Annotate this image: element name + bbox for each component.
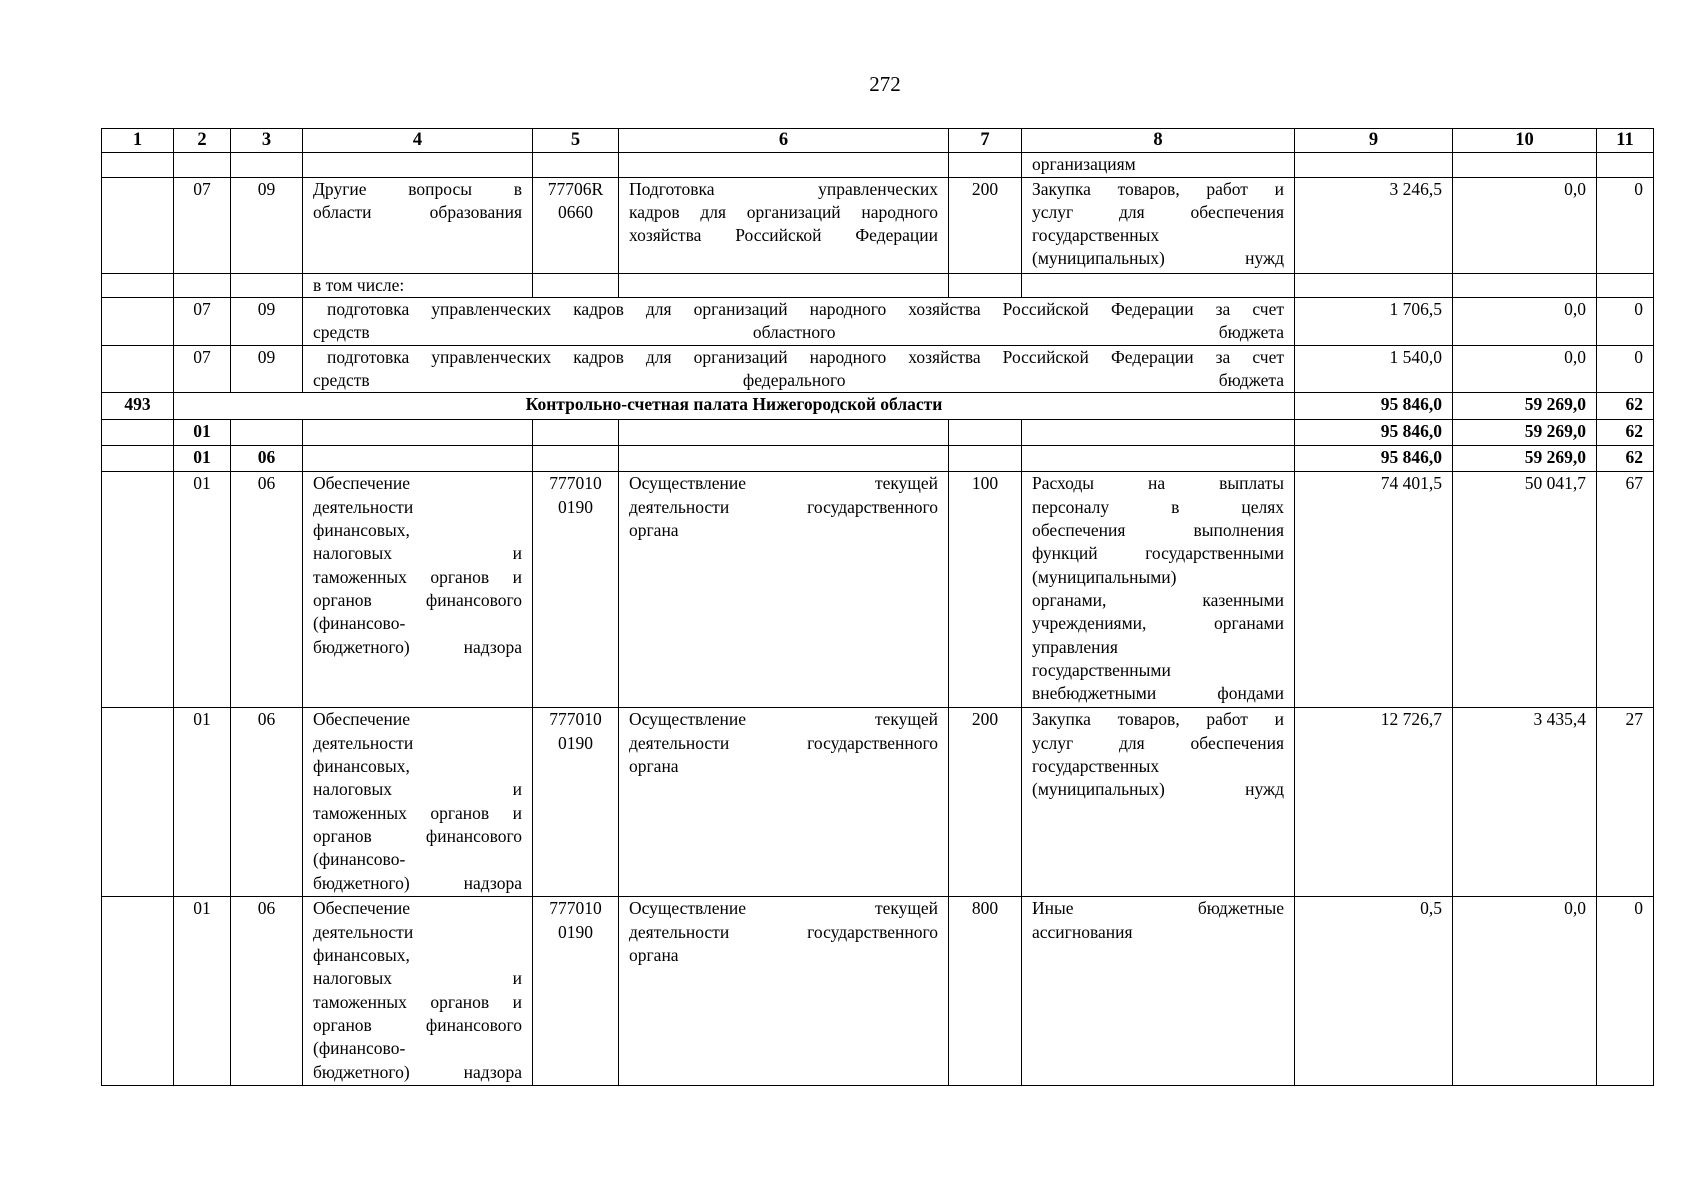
cell-purpose	[303, 897, 533, 1086]
cell-text-line: органа	[629, 756, 679, 777]
table-row	[102, 273, 1654, 297]
cell-text-line: (финансово-	[313, 849, 406, 870]
table-row	[102, 345, 1654, 393]
cell-text-line: Другие вопросы в	[313, 178, 522, 199]
cell-percent: 0	[1597, 177, 1654, 273]
cell-text-line: обеспечения выполнения	[1032, 520, 1284, 541]
cell-subsection: 06	[231, 708, 303, 897]
cell-text-line: Закупка товаров, работ и	[1032, 709, 1284, 730]
table-row	[102, 153, 1654, 177]
column-header: 9	[1295, 129, 1453, 153]
cell-target-code: 777010 0190	[533, 708, 619, 897]
column-header: 3	[231, 129, 303, 153]
cell-subsection: 09	[231, 177, 303, 273]
cell-text-line: Расходы на выплаты	[1032, 473, 1284, 494]
cell-text-line: деятельности	[313, 496, 414, 517]
cell-text-line: управления	[1032, 636, 1118, 657]
cell-actual: 0,0	[1453, 297, 1597, 345]
cell-text-line: налоговых и	[313, 968, 522, 989]
cell-plan: 95 846,0	[1295, 446, 1453, 472]
cell-target-code: 777010 0190	[533, 897, 619, 1086]
cell-text-line: (финансово-	[313, 613, 406, 634]
cell-actual: 3 435,4	[1453, 708, 1597, 897]
cell-text-line: хозяйства Российской Федерации	[629, 225, 938, 246]
cell-text-line: средств областного бюджета	[313, 322, 1284, 343]
cell-text-line: учреждениями, органами	[1032, 613, 1284, 634]
cell-section: 01	[174, 472, 231, 708]
cell-text-line: подготовка управленческих кадров для организаций народного хозяйства Российской Федерации за счет	[327, 298, 1284, 319]
cell-percent: 0	[1597, 897, 1654, 1086]
cell-text-line: Подготовка управленческих	[629, 178, 938, 199]
cell-expense-code: 200	[949, 177, 1022, 273]
column-header: 8	[1022, 129, 1295, 153]
cell-text-line: органами, казенными	[1032, 589, 1284, 610]
cell-text-line: (муниципальных) нужд	[1032, 779, 1284, 800]
cell-text-line: (финансово-	[313, 1038, 406, 1059]
cell-actual: 59 269,0	[1453, 420, 1597, 446]
cell-text-line: Осуществление текущей	[629, 898, 938, 919]
cell-activity	[619, 897, 949, 1086]
cell-actual: 0,0	[1453, 345, 1597, 393]
cell-section: 07	[174, 177, 231, 273]
cell-expense-type	[1022, 708, 1295, 897]
cell-subsection: 06	[231, 472, 303, 708]
cell-text-line: таможенных органов и	[313, 991, 522, 1012]
cell-text-line: деятельности	[313, 732, 414, 753]
cell-text-line: деятельности	[313, 921, 414, 942]
cell-text-line: таможенных органов и	[313, 566, 522, 587]
cell-including-description	[303, 345, 1295, 393]
cell-percent: 0	[1597, 297, 1654, 345]
cell-section: 07	[174, 297, 231, 345]
cell-expense-type	[1022, 177, 1295, 273]
cell-text-line: средств федерального бюджета	[313, 370, 1284, 391]
cell-subsection: 06	[231, 446, 303, 472]
column-header: 5	[533, 129, 619, 153]
cell-plan: 95 846,0	[1295, 393, 1453, 420]
cell-purpose	[303, 708, 533, 897]
cell-text-line: деятельности государственного	[629, 921, 938, 942]
cell-percent: 67	[1597, 472, 1654, 708]
table-row-subsection-total	[102, 446, 1654, 472]
column-header: 10	[1453, 129, 1597, 153]
cell-activity	[619, 708, 949, 897]
table-row	[102, 708, 1654, 897]
cell-text-line: органов финансового	[313, 1014, 522, 1035]
cell-text-line: таможенных органов и	[313, 802, 522, 823]
cell-section: 01	[174, 420, 231, 446]
cell-text-line: Обеспечение	[313, 898, 411, 919]
cell-plan: 1 706,5	[1295, 297, 1453, 345]
cell-text-line: органов финансового	[313, 825, 522, 846]
column-header: 11	[1597, 129, 1654, 153]
cell-target-code: 777010 0190	[533, 472, 619, 708]
cell-actual: 0,0	[1453, 897, 1597, 1086]
cell-expense-code: 800	[949, 897, 1022, 1086]
cell-department-code: 493	[102, 393, 174, 420]
cell-text-line: Обеспечение	[313, 709, 411, 730]
column-header: 7	[949, 129, 1022, 153]
budget-table	[101, 128, 1654, 1086]
cell-plan: 3 246,5	[1295, 177, 1453, 273]
cell-text-line: Обеспечение	[313, 473, 411, 494]
cell-expense-code: 200	[949, 708, 1022, 897]
cell-text-line: Осуществление текущей	[629, 473, 938, 494]
cell-plan: 1 540,0	[1295, 345, 1453, 393]
column-header: 4	[303, 129, 533, 153]
cell-text-line: финансовых,	[313, 756, 410, 777]
cell-text-line: Закупка товаров, работ и	[1032, 178, 1284, 199]
cell-text-line: подготовка управленческих кадров для организаций народного хозяйства Российской Федерации за счет	[327, 346, 1284, 367]
table-row	[102, 472, 1654, 708]
cell-text-line: органов финансового	[313, 589, 522, 610]
cell-text-line: финансовых,	[313, 945, 410, 966]
cell-text-line: (муниципальными)	[1032, 566, 1177, 587]
cell-activity	[619, 177, 949, 273]
cell-actual: 59 269,0	[1453, 446, 1597, 472]
table-row	[102, 897, 1654, 1086]
cell-plan: 74 401,5	[1295, 472, 1453, 708]
cell-purpose	[303, 472, 533, 708]
cell-text-line: Осуществление текущей	[629, 709, 938, 730]
table-row-section-total	[102, 420, 1654, 446]
cell-text-line: финансовых,	[313, 520, 410, 541]
cell-percent: 62	[1597, 446, 1654, 472]
cell-text-line: органа	[629, 520, 679, 541]
cell-text-line: государственных	[1032, 225, 1160, 246]
cell-subsection: 06	[231, 897, 303, 1086]
cell-activity	[619, 472, 949, 708]
cell-actual: 0,0	[1453, 177, 1597, 273]
column-header: 6	[619, 129, 949, 153]
cell-text-line: ассигнования	[1032, 921, 1133, 942]
table-row	[102, 177, 1654, 273]
cell-text-line: деятельности государственного	[629, 732, 938, 753]
cell-subsection: 09	[231, 297, 303, 345]
cell-text-line: органа	[629, 945, 679, 966]
column-header: 2	[174, 129, 231, 153]
cell-actual: 59 269,0	[1453, 393, 1597, 420]
cell-text-line: государственных	[1032, 756, 1160, 777]
cell-percent: 62	[1597, 393, 1654, 420]
cell-text-line: бюджетного) надзора	[313, 636, 522, 657]
cell-text-line: государственными	[1032, 659, 1171, 680]
cell-actual: 50 041,7	[1453, 472, 1597, 708]
cell-plan: 12 726,7	[1295, 708, 1453, 897]
cell-including-description	[303, 297, 1295, 345]
table-row	[102, 297, 1654, 345]
cell-section: 01	[174, 446, 231, 472]
cell-text-line: кадров для организаций народного	[629, 201, 938, 222]
cell-plan: 0,5	[1295, 897, 1453, 1086]
cell-section: 01	[174, 897, 231, 1086]
cell-plan: 95 846,0	[1295, 420, 1453, 446]
cell-text-line: внебюджетными фондами	[1032, 683, 1284, 704]
cell-percent: 62	[1597, 420, 1654, 446]
cell-text-line: деятельности государственного	[629, 496, 938, 517]
cell-text-line: услуг для обеспечения	[1032, 201, 1284, 222]
column-header-row	[102, 129, 1654, 153]
cell-subsection: 09	[231, 345, 303, 393]
cell-department-title: Контрольно-счетная палата Нижегородской области	[174, 393, 1295, 420]
cell-percent: 27	[1597, 708, 1654, 897]
cell-text-line: Иные бюджетные	[1032, 898, 1284, 919]
cell-percent: 0	[1597, 345, 1654, 393]
page-number: 272	[869, 72, 901, 96]
cell-text-line: (муниципальных) нужд	[1032, 248, 1284, 269]
cell-section: 07	[174, 345, 231, 393]
cell-text-line: функций государственными	[1032, 543, 1284, 564]
cell-section: 01	[174, 708, 231, 897]
cell-target-code: 77706R 0660	[533, 177, 619, 273]
table-row-department	[102, 393, 1654, 420]
cell-expense-type: организациям	[1022, 153, 1295, 177]
cell-text-line: налоговых и	[313, 543, 522, 564]
cell-expense-type	[1022, 472, 1295, 708]
cell-text-line: бюджетного) надзора	[313, 1061, 522, 1082]
cell-text-line: персоналу в целях	[1032, 496, 1284, 517]
cell-expense-code: 100	[949, 472, 1022, 708]
cell-text-line: услуг для обеспечения	[1032, 732, 1284, 753]
cell-text-line: бюджетного) надзора	[313, 872, 522, 893]
cell-text-line: области образования	[313, 201, 522, 222]
column-header: 1	[102, 129, 174, 153]
cell-expense-type	[1022, 897, 1295, 1086]
cell-including-label: в том числе:	[303, 273, 533, 297]
cell-purpose	[303, 177, 533, 273]
cell-text-line: налоговых и	[313, 779, 522, 800]
